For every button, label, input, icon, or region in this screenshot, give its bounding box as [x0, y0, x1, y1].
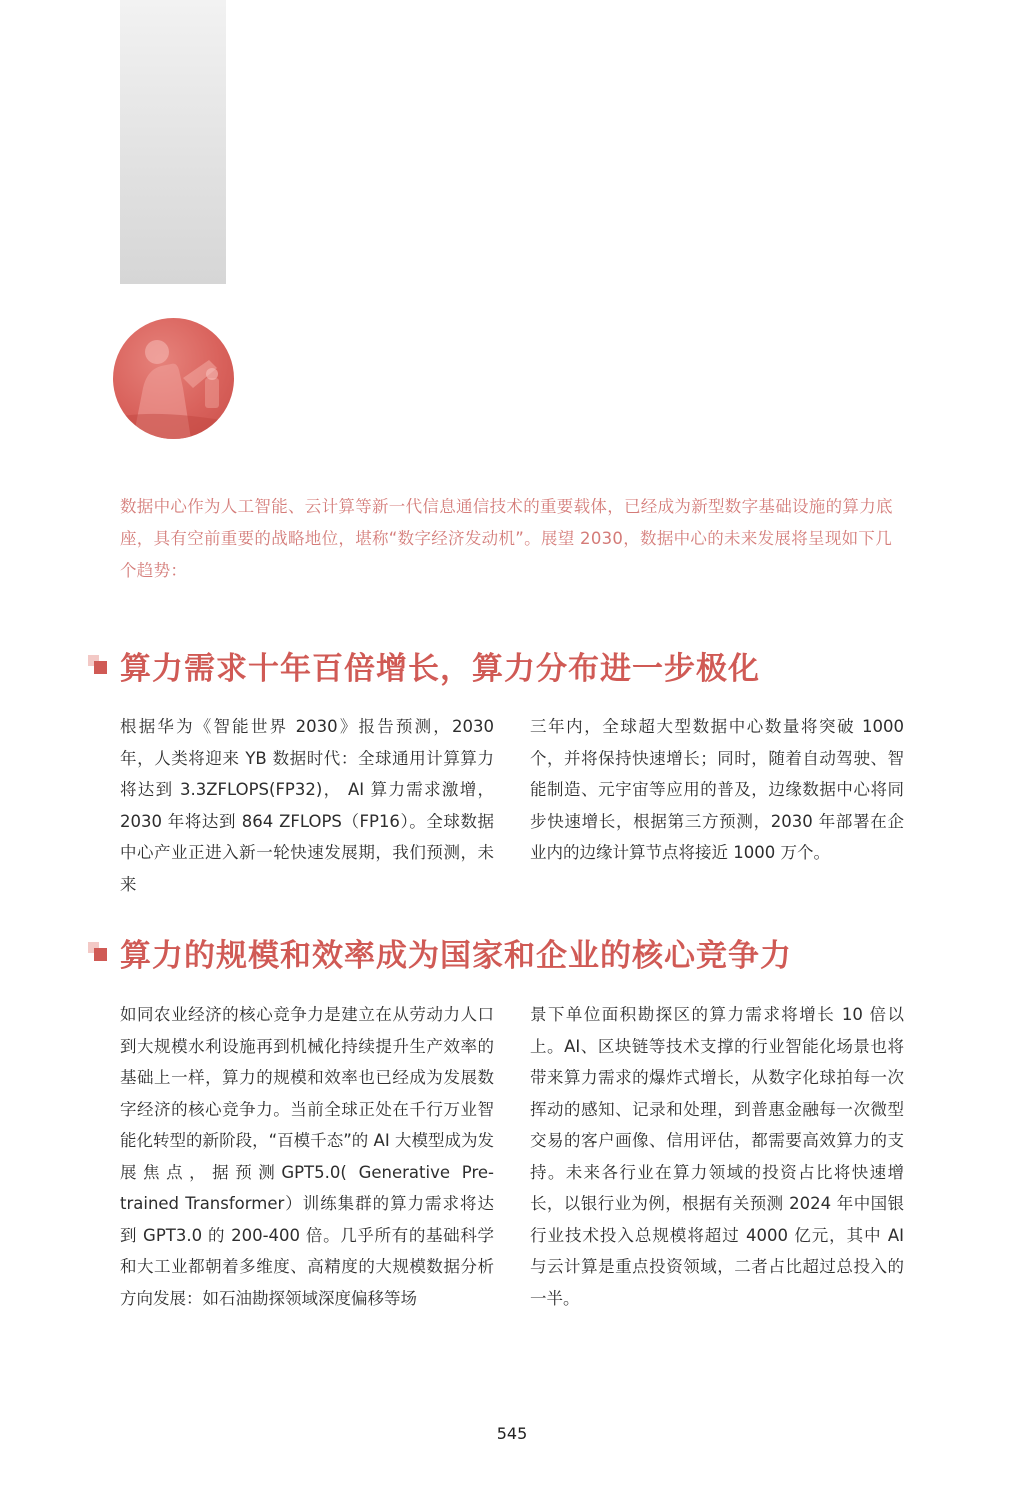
section-heading-1	[86, 643, 946, 687]
section-heading-2	[86, 930, 946, 974]
section-1-right-column: 三年内，全球超大型数据中心数量将突破 1000 个，并将保持快速增长；同时，随着自动驾驶、智能制造、元宇宙等应用的普及，边缘数据中心将同步快速增长，根据第三方预测，2030 年部署在企业内的边缘计算节点将接近 1000 万个。	[530, 717, 904, 862]
square-bullet-icon	[86, 653, 110, 677]
section-title: 算力的规模和效率成为国家和企业的核心竞争力	[120, 937, 792, 974]
header-photo	[113, 318, 234, 439]
intro-paragraph: 数据中心作为人工智能、云计算等新一代信息通信技术的重要载体，已经成为新型数字基础设施的算力底座，具有空前重要的战略地位，堪称“数字经济发动机”。展望 2030，数据中心的未来发展将呈现如下几个趋势：	[120, 497, 893, 580]
decorative-gray-bar	[120, 0, 226, 284]
square-bullet-icon	[86, 940, 110, 964]
section-1-left-column: 根据华为《智能世界 2030》报告预测，2030 年，人类将迎来 YB 数据时代：全球通用计算算力将达到 3.3ZFLOPS(FP32)， AI 算力需求激增，2030 年将达到 864 ZFLOPS（FP16）。全球数据中心产业正进入新一轮快速发展期，我们预测，未来	[120, 717, 494, 894]
robot-arm-illustration	[113, 318, 234, 439]
section-2-left-column: 如同农业经济的核心竞争力是建立在从劳动力人口到大规模水利设施再到机械化持续提升生产效率的基础上一样，算力的规模和效率也已经成为发展数字经济的核心竞争力。当前全球正处在千行万业智能化转型的新阶段，“百模千态”的 AI 大模型成为发展焦点，据预测GPT5.0( Generative Pre-trained Transformer）训练集群的算力需求将达到 GPT3.0 的 200-400 倍。几乎所有的基础科学和大工业都朝着多维度、高精度的大规模数据分析方向发展：如石油勘探领域深度偏移等场	[120, 1005, 494, 1308]
section-title: 算力需求十年百倍增长，算力分布进一步极化	[120, 650, 760, 687]
page-number: 545	[496, 1424, 528, 1443]
section-2-right-column: 景下单位面积勘探区的算力需求将增长 10 倍以上。AI、区块链等技术支撑的行业智能化场景也将带来算力需求的爆炸式增长，从数字化球拍每一次挥动的感知、记录和处理，到普惠金融每一次微型交易的客户画像、信用评估，都需要高效算力的支持。未来各行业在算力领域的投资占比将快速增长，以银行业为例，根据有关预测 2024 年中国银行业技术投入总规模将超过 4000 亿元，其中 AI 与云计算是重点投资领域，二者占比超过总投入的一半。	[530, 1005, 904, 1308]
